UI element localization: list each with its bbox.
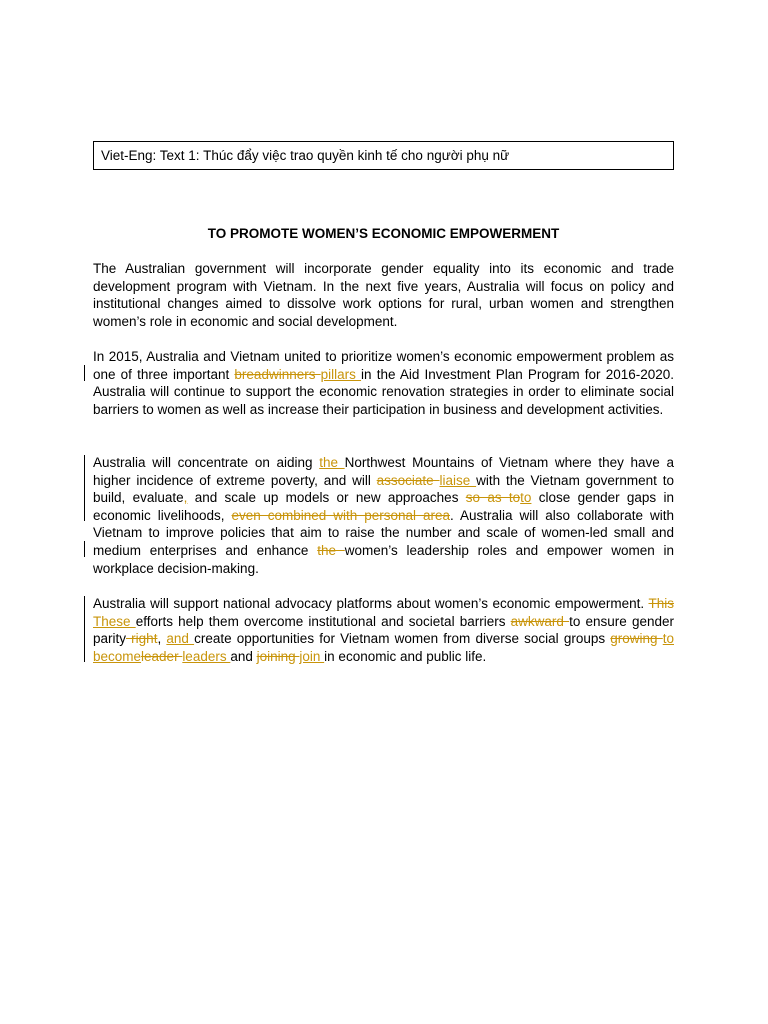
body-text: Australia will concentrate on aiding <box>93 455 320 470</box>
body-text: efforts help them overcome institutional and societal barriers <box>135 613 511 629</box>
paragraph-4 <box>93 595 674 665</box>
deleted-text: growing <box>610 631 663 647</box>
inserted-text: join <box>299 648 325 664</box>
inserted-text: to become <box>93 631 674 664</box>
paragraph-3 <box>93 454 674 577</box>
body-text: and scale up models or new approaches <box>187 490 466 506</box>
document-title: TO PROMOTE WOMEN’S ECONOMIC EMPOWERMENT <box>207 226 560 241</box>
deleted-text: breadwinners <box>234 366 321 382</box>
paragraph-2 <box>93 348 674 418</box>
body-text: , <box>157 631 167 647</box>
inserted-text: pillars <box>320 366 362 382</box>
deleted-text: even combined with personal area <box>231 507 451 523</box>
inserted-text: liaise <box>439 472 477 488</box>
change-bar <box>84 596 85 662</box>
deleted-text: so as to <box>465 490 521 506</box>
deleted-text: joining <box>256 648 300 664</box>
inserted-text: These <box>93 613 136 629</box>
header-box: Viet-Eng: Text 1: Thúc đẩy việc trao quyền kinh tế cho người phụ nữ <box>93 141 674 170</box>
deleted-text: right <box>126 631 158 647</box>
inserted-text: leaders <box>182 648 231 664</box>
deleted-text: leader <box>141 648 183 664</box>
body-text: to ensure gender parity <box>93 613 674 647</box>
body-text: close gender gaps in economic livelihoods, <box>93 490 675 523</box>
inserted-text: , <box>183 490 188 506</box>
change-bar <box>84 541 85 557</box>
change-bar <box>84 365 85 381</box>
deleted-text: associate <box>376 472 440 488</box>
inserted-text: to <box>520 490 532 506</box>
deleted-text: This <box>648 596 674 611</box>
body-text: . Australia will also collaborate with Vietnam to improve policies that aim to raise the number and scale of women-led small and medium enterprises and enhance <box>93 507 674 558</box>
body-text: Northwest Mountains of Vietnam where they have a higher incidence of extreme poverty, and will <box>93 455 674 488</box>
deleted-text: the <box>317 542 345 558</box>
body-text: In 2015, Australia and Vietnam united to prioritize women’s economic empowerment problem as one of three important <box>93 349 674 382</box>
paragraph-1: The Australian government will incorporate gender equality into its economic and trade development program with Vietnam. In the next five years, Australia will focus on policy and institutional changes aimed to dissolve work options for rural, urban women and strengthen women’s role in economic and social development. <box>93 261 674 329</box>
deleted-text: awkward <box>510 613 570 629</box>
body-text: Australia will support national advocacy platforms about women’s economic empowerment. <box>93 596 649 611</box>
inserted-text: and <box>166 631 195 647</box>
body-text: in the Aid Investment Plan Program for 2016-2020. Australia will continue to support the economic renovation strategies in order to eliminate social barriers to women as well as increase their participation in business and development activities. <box>93 366 674 417</box>
body-text: in economic and public life. <box>324 648 487 664</box>
body-text: create opportunities for Vietnam women from diverse social groups <box>194 631 611 647</box>
body-text: women’s leadership roles and empower women in workplace decision-making. <box>93 542 675 576</box>
change-bar <box>84 455 85 521</box>
body-text: with the Vietnam government to build, evaluate <box>93 472 675 506</box>
inserted-text: the <box>319 455 345 470</box>
body-text: and <box>230 648 257 664</box>
